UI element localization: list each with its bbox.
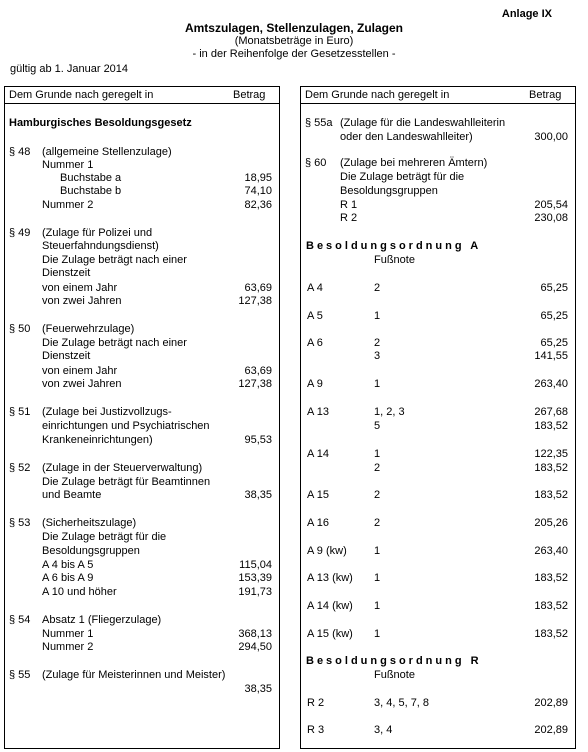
section-title: Hamburgisches Besoldungsgesetz bbox=[9, 117, 192, 129]
amount: 191,73 bbox=[238, 586, 272, 598]
footnote-heading: Fußnote bbox=[374, 254, 415, 266]
footnote-ref: 2 bbox=[374, 489, 381, 501]
para-title: (Zulage für Meisterinnen und Meister) bbox=[42, 669, 226, 681]
grade-label: A 14 bbox=[307, 448, 330, 460]
amount: 205,26 bbox=[534, 517, 568, 529]
para-label: § 48 bbox=[9, 146, 31, 158]
amount: 38,35 bbox=[244, 489, 272, 501]
row-label: Nummer 2 bbox=[42, 641, 94, 653]
footnote-ref: 5 bbox=[374, 420, 381, 432]
row-label: R 1 bbox=[340, 199, 358, 211]
footnote-ref: 1 bbox=[374, 600, 381, 612]
footnote-ref: 3 bbox=[374, 350, 381, 362]
para-text: und Beamte bbox=[42, 489, 102, 501]
amount: 183,52 bbox=[534, 462, 568, 474]
row-label: von einem Jahr bbox=[42, 365, 118, 377]
para-title: (Feuerwehrzulage) bbox=[42, 323, 135, 335]
para-text: oder den Landeswahlleiter) bbox=[340, 131, 473, 143]
footnote-ref: 2 bbox=[374, 337, 381, 349]
footnote-ref: 1 bbox=[374, 572, 381, 584]
grade-label: R 3 bbox=[307, 724, 325, 736]
footnote-ref: 1, 2, 3 bbox=[374, 406, 405, 418]
grade-label: A 9 bbox=[307, 378, 323, 390]
row-label: Buchstabe b bbox=[60, 185, 122, 197]
para-text: Dienstzeit bbox=[42, 350, 91, 362]
grade-label: A 15 bbox=[307, 489, 330, 501]
amount: 127,38 bbox=[238, 378, 272, 390]
para-title: Absatz 1 (Fliegerzulage) bbox=[42, 614, 162, 626]
right-amount-head: Betrag bbox=[529, 89, 562, 101]
amount: 183,52 bbox=[534, 628, 568, 640]
para-text: Die Zulage beträgt nach einer bbox=[42, 254, 187, 266]
footnote-ref: 1 bbox=[374, 628, 381, 640]
amount: 38,35 bbox=[244, 683, 272, 695]
grade-label: A 4 bbox=[307, 282, 323, 294]
amount: 127,38 bbox=[238, 295, 272, 307]
footnote-ref: 1 bbox=[374, 310, 381, 322]
para-text: Krankeneinrichtungen) bbox=[42, 434, 153, 446]
para-title: (Zulage in der Steuerverwaltung) bbox=[42, 462, 203, 474]
valid-date: gültig ab 1. Januar 2014 bbox=[10, 63, 129, 75]
amount: 205,54 bbox=[534, 199, 568, 211]
footnote-ref: 3, 4, 5, 7, 8 bbox=[374, 697, 430, 709]
amount: 82,36 bbox=[244, 199, 272, 211]
amount: 65,25 bbox=[540, 310, 568, 322]
para-text: Besoldungsgruppen bbox=[42, 545, 140, 557]
amount: 122,35 bbox=[534, 448, 568, 460]
footnote-ref: 1 bbox=[374, 545, 381, 557]
page-subtitle: (Monatsbeträge in Euro) bbox=[234, 35, 354, 47]
row-label: A 6 bis A 9 bbox=[42, 572, 94, 584]
grade-label: A 5 bbox=[307, 310, 323, 322]
para-text: Die Zulage beträgt für die bbox=[340, 171, 465, 183]
right-col-head: Dem Grunde nach geregelt in bbox=[305, 89, 450, 101]
amount: 183,52 bbox=[534, 489, 568, 501]
footnote-ref: 1 bbox=[374, 378, 381, 390]
row-label: von zwei Jahren bbox=[42, 378, 122, 390]
amount: 65,25 bbox=[540, 337, 568, 349]
row-label: A 4 bis A 5 bbox=[42, 559, 94, 571]
row-label: R 2 bbox=[340, 212, 358, 224]
amount: 63,69 bbox=[244, 282, 272, 294]
para-title: (Zulage bei Justizvollzugs- bbox=[42, 406, 172, 418]
grade-label: A 6 bbox=[307, 337, 323, 349]
row-label: Nummer 1 bbox=[42, 159, 94, 171]
amount: 115,04 bbox=[239, 559, 272, 571]
para-label: § 55a bbox=[305, 117, 333, 129]
amount: 202,89 bbox=[534, 724, 568, 736]
annex-label: Anlage IX bbox=[501, 8, 552, 20]
page-title: Amtszulagen, Stellenzulagen, Zulagen bbox=[184, 21, 404, 35]
para-label: § 53 bbox=[9, 517, 31, 529]
grade-label: A 9 (kw) bbox=[307, 545, 347, 557]
left-header-line bbox=[4, 103, 280, 104]
row-label: A 10 und höher bbox=[42, 586, 117, 598]
amount: 153,39 bbox=[238, 572, 272, 584]
amount: 263,40 bbox=[534, 545, 568, 557]
amount: 230,08 bbox=[534, 212, 568, 224]
grade-label: R 2 bbox=[307, 697, 325, 709]
para-text: Die Zulage beträgt für die bbox=[42, 531, 167, 543]
para-label: § 51 bbox=[9, 406, 31, 418]
para-text: Dienstzeit bbox=[42, 267, 91, 279]
row-label: von einem Jahr bbox=[42, 282, 118, 294]
amount: 18,95 bbox=[244, 172, 272, 184]
footnote-ref: 2 bbox=[374, 282, 381, 294]
para-title: (Zulage für Polizei und bbox=[42, 227, 153, 239]
para-text: Die Zulage beträgt nach einer bbox=[42, 337, 187, 349]
amount: 368,13 bbox=[238, 628, 272, 640]
row-label: Nummer 2 bbox=[42, 199, 94, 211]
para-title: (Zulage bei mehreren Ämtern) bbox=[340, 157, 488, 169]
amount: 202,89 bbox=[534, 697, 568, 709]
right-header-line bbox=[300, 103, 576, 104]
para-label: § 60 bbox=[305, 157, 327, 169]
footnote-heading: Fußnote bbox=[374, 669, 415, 681]
footnote-ref: 3, 4 bbox=[374, 724, 393, 736]
row-label: Buchstabe a bbox=[60, 172, 122, 184]
amount: 95,53 bbox=[244, 434, 272, 446]
grade-label: A 13 (kw) bbox=[307, 572, 353, 584]
amount: 183,52 bbox=[534, 572, 568, 584]
grade-label: A 15 (kw) bbox=[307, 628, 353, 640]
amount: 267,68 bbox=[534, 406, 568, 418]
row-label: Nummer 1 bbox=[42, 628, 94, 640]
para-title: (allgemeine Stellenzulage) bbox=[42, 146, 172, 158]
para-title: (Sicherheitszulage) bbox=[42, 517, 137, 529]
amount: 300,00 bbox=[534, 131, 568, 143]
para-text: Steuerfahndungsdienst) bbox=[42, 240, 159, 252]
page-order-note: - in der Reihenfolge der Gesetzesstellen - bbox=[192, 48, 396, 60]
para-label: § 50 bbox=[9, 323, 31, 335]
grade-label: A 14 (kw) bbox=[307, 600, 353, 612]
para-text: einrichtungen und Psychiatrischen bbox=[42, 420, 210, 432]
para-label: § 54 bbox=[9, 614, 31, 626]
para-label: § 49 bbox=[9, 227, 31, 239]
section-heading: Besoldungsordnung A bbox=[306, 240, 482, 252]
amount: 183,52 bbox=[534, 600, 568, 612]
grade-label: A 13 bbox=[307, 406, 330, 418]
amount: 63,69 bbox=[244, 365, 272, 377]
para-text: Besoldungsgruppen bbox=[340, 185, 438, 197]
footnote-ref: 2 bbox=[374, 517, 381, 529]
footnote-ref: 2 bbox=[374, 462, 381, 474]
amount: 65,25 bbox=[540, 282, 568, 294]
footnote-ref: 1 bbox=[374, 448, 381, 460]
para-label: § 52 bbox=[9, 462, 31, 474]
amount: 294,50 bbox=[238, 641, 272, 653]
para-title: (Zulage für die Landeswahlleiterin bbox=[340, 117, 506, 129]
amount: 263,40 bbox=[534, 378, 568, 390]
amount: 183,52 bbox=[534, 420, 568, 432]
para-text: Die Zulage beträgt für Beamtinnen bbox=[42, 476, 211, 488]
section-heading: Besoldungsordnung R bbox=[306, 655, 482, 667]
amount: 74,10 bbox=[244, 185, 272, 197]
grade-label: A 16 bbox=[307, 517, 330, 529]
para-label: § 55 bbox=[9, 669, 31, 681]
left-col-head: Dem Grunde nach geregelt in bbox=[9, 89, 154, 101]
row-label: von zwei Jahren bbox=[42, 295, 122, 307]
left-amount-head: Betrag bbox=[233, 89, 266, 101]
amount: 141,55 bbox=[534, 350, 568, 362]
